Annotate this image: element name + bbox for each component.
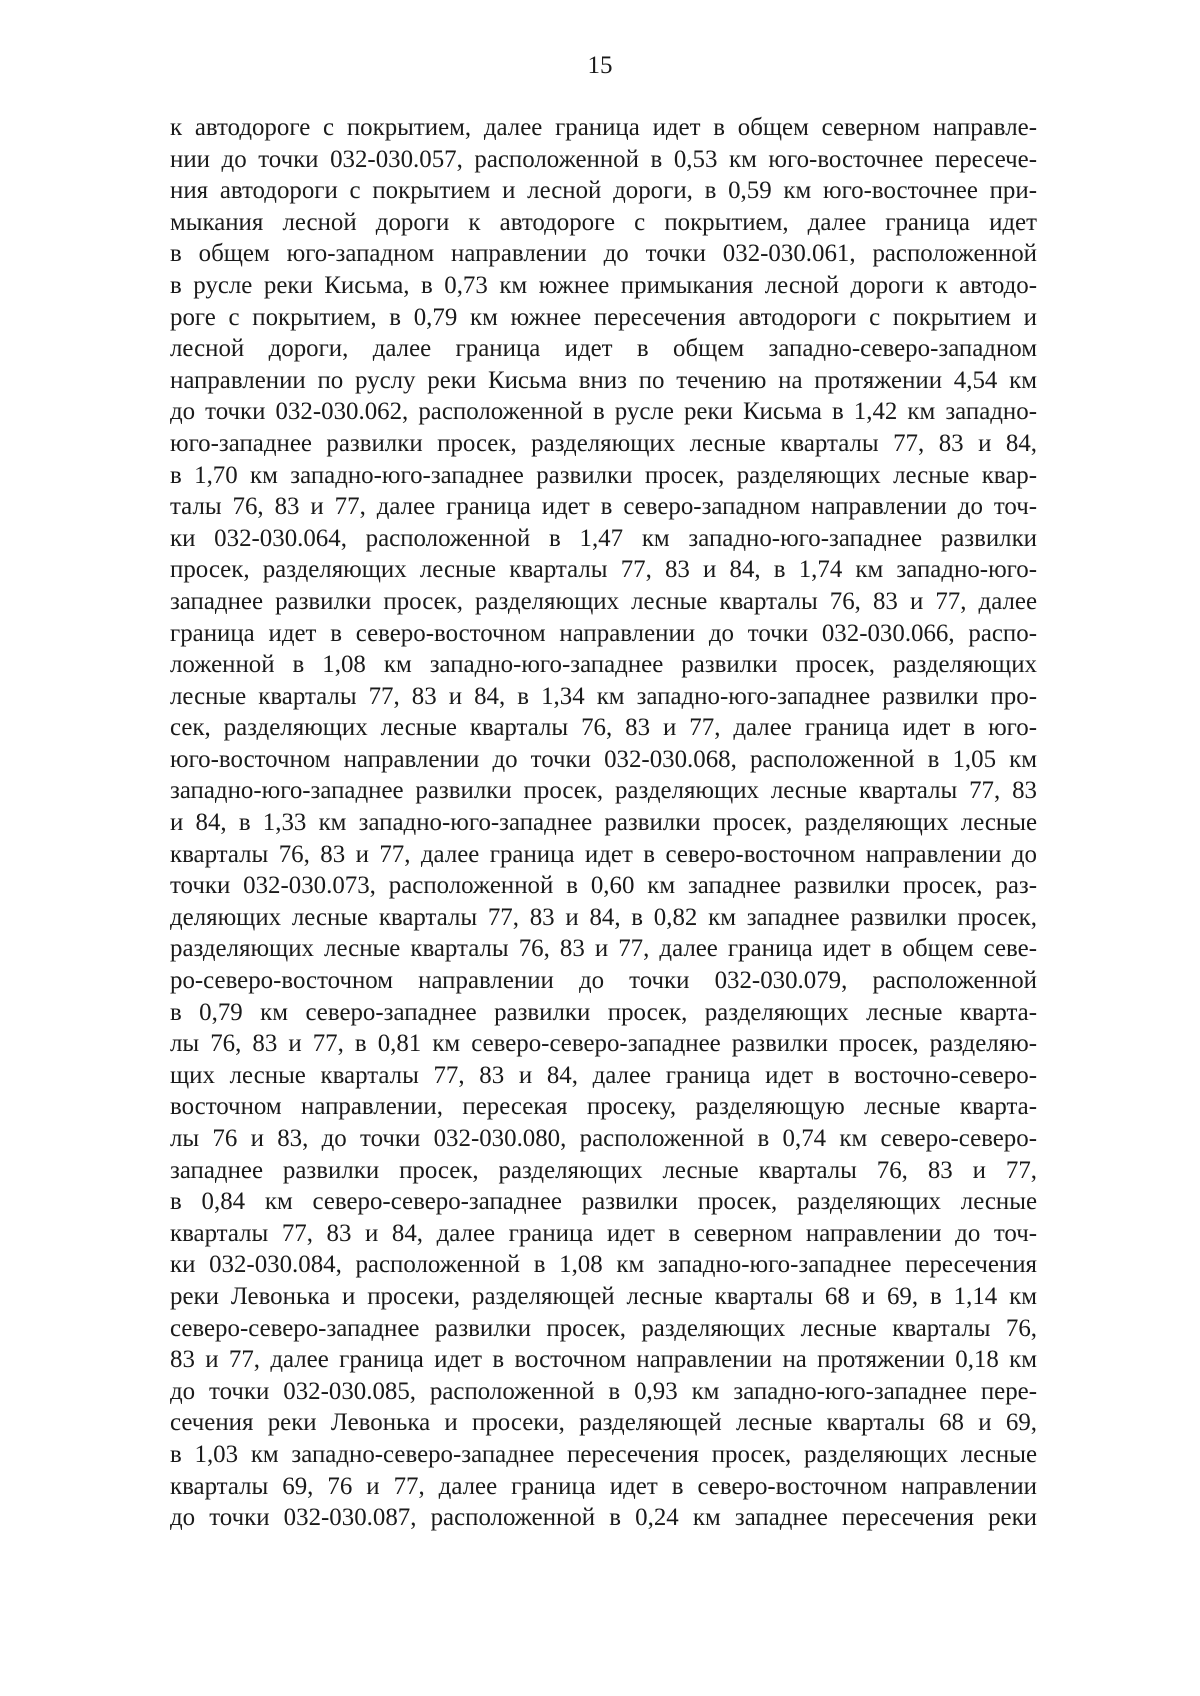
text-line: западно-юго-западнее развилки просек, разделяющих лесные кварталы 77, 83 <box>170 777 1037 805</box>
text-line: восточном направлении, пересекая просеку, разделяющую лесные кварта- <box>170 1093 1037 1121</box>
text-line: западнее развилки просек, разделяющих лесные кварталы 76, 83 и 77, <box>170 1156 1037 1184</box>
text-line: точки 032-030.073, расположенной в 0,60 км западнее развилки просек, раз- <box>170 872 1037 900</box>
text-line: сечения реки Левонька и просеки, разделяющей лесные кварталы 68 и 69, <box>170 1409 1037 1437</box>
text-line: кварталы 69, 76 и 77, далее граница идет в северо-восточном направлении <box>170 1472 1037 1500</box>
text-line: и 84, в 1,33 км западно-юго-западнее развилки просек, разделяющих лесные <box>170 809 1037 837</box>
text-line: сек, разделяющих лесные кварталы 76, 83 и 77, далее граница идет в юго- <box>170 714 1037 742</box>
text-line: ложенной в 1,08 км западно-юго-западнее развилки просек, разделяющих <box>170 651 1037 679</box>
text-line: направлении по руслу реки Кисьма вниз по течению на протяжении 4,54 км <box>170 366 1037 394</box>
text-line: в 0,84 км северо-северо-западнее развилки просек, разделяющих лесные <box>170 1188 1037 1216</box>
text-line: кварталы 77, 83 и 84, далее граница идет в северном направлении до точ- <box>170 1219 1037 1247</box>
text-line: мыкания лесной дороги к автодороге с покрытием, далее граница идет <box>170 208 1037 236</box>
text-line: кварталы 76, 83 и 77, далее граница идет в северо-восточном направлении до <box>170 840 1037 868</box>
text-line: ки 032-030.064, расположенной в 1,47 км западно-юго-западнее развилки <box>170 524 1037 552</box>
text-line: граница идет в северо-восточном направлении до точки 032-030.066, распо- <box>170 619 1037 647</box>
text-line: лы 76 и 83, до точки 032-030.080, расположенной в 0,74 км северо-северо- <box>170 1125 1037 1152</box>
text-line: ния автодороги с покрытием и лесной дороги, в 0,59 км юго-восточнее при- <box>170 177 1037 205</box>
text-line: в 1,70 км западно-юго-западнее развилки просек, разделяющих лесные квар- <box>170 461 1037 489</box>
text-line: в общем юго-западном направлении до точки 032-030.061, расположенной <box>170 240 1037 268</box>
text-line: юго-восточном направлении до точки 032-030.068, расположенной в 1,05 км <box>170 745 1037 773</box>
text-line: в 1,03 км западно-северо-западнее пересечения просек, разделяющих лесные <box>170 1440 1037 1468</box>
text-line: реки Левонька и просеки, разделяющей лесные кварталы 68 и 69, в 1,14 км <box>170 1282 1037 1310</box>
text-line: юго-западнее развилки просек, разделяющих лесные кварталы 77, 83 и 84, <box>170 429 1037 457</box>
text-line: лы 76, 83 и 77, в 0,81 км северо-северо-западнее развилки просек, разделяю- <box>170 1030 1037 1058</box>
text-line: до точки 032-030.087, расположенной в 0,24 км западнее пересечения реки <box>170 1504 1037 1532</box>
text-line: лесной дороги, далее граница идет в общем западно-северо-западном <box>170 335 1037 363</box>
text-line: северо-северо-западнее развилки просек, разделяющих лесные кварталы 76, <box>170 1314 1037 1342</box>
text-line: до точки 032-030.085, расположенной в 0,93 км западно-юго-западнее пере- <box>170 1377 1037 1405</box>
text-line: ки 032-030.084, расположенной в 1,08 км западно-юго-западнее пересечения <box>170 1251 1037 1279</box>
text-line: талы 76, 83 и 77, далее граница идет в северо-западном направлении до точ- <box>170 493 1037 521</box>
page-number: 15 <box>587 52 613 79</box>
text-line: нии до точки 032-030.057, расположенной в 0,53 км юго-восточнее пересече- <box>170 145 1037 173</box>
text-line: к автодороге с покрытием, далее граница идет в общем северном направле- <box>170 114 1037 141</box>
text-line: просек, разделяющих лесные кварталы 77, 83 и 84, в 1,74 км западно-юго- <box>170 556 1037 584</box>
text-line: лесные кварталы 77, 83 и 84, в 1,34 км западно-юго-западнее развилки про- <box>170 682 1037 710</box>
body-paragraph <box>170 112 1037 1534</box>
text-line: разделяющих лесные кварталы 76, 83 и 77, далее граница идет в общем севе- <box>170 935 1037 963</box>
text-line: до точки 032-030.062, расположенной в русле реки Кисьма в 1,42 км западно- <box>170 398 1037 426</box>
text-line: ро-северо-восточном направлении до точки 032-030.079, расположенной <box>170 967 1037 995</box>
text-line: в 0,79 км северо-западнее развилки просек, разделяющих лесные кварта- <box>170 998 1037 1026</box>
text-line: 83 и 77, далее граница идет в восточном направлении на протяжении 0,18 км <box>170 1346 1037 1374</box>
text-line: деляющих лесные кварталы 77, 83 и 84, в 0,82 км западнее развилки просек, <box>170 903 1037 931</box>
text-line: щих лесные кварталы 77, 83 и 84, далее граница идет в восточно-северо- <box>170 1061 1037 1089</box>
text-line: западнее развилки просек, разделяющих лесные кварталы 76, 83 и 77, далее <box>170 587 1037 615</box>
text-line: в русле реки Кисьма, в 0,73 км южнее примыкания лесной дороги к автодо- <box>170 271 1037 299</box>
text-line: роге с покрытием, в 0,79 км южнее пересечения автодороги с покрытием и <box>170 303 1037 331</box>
